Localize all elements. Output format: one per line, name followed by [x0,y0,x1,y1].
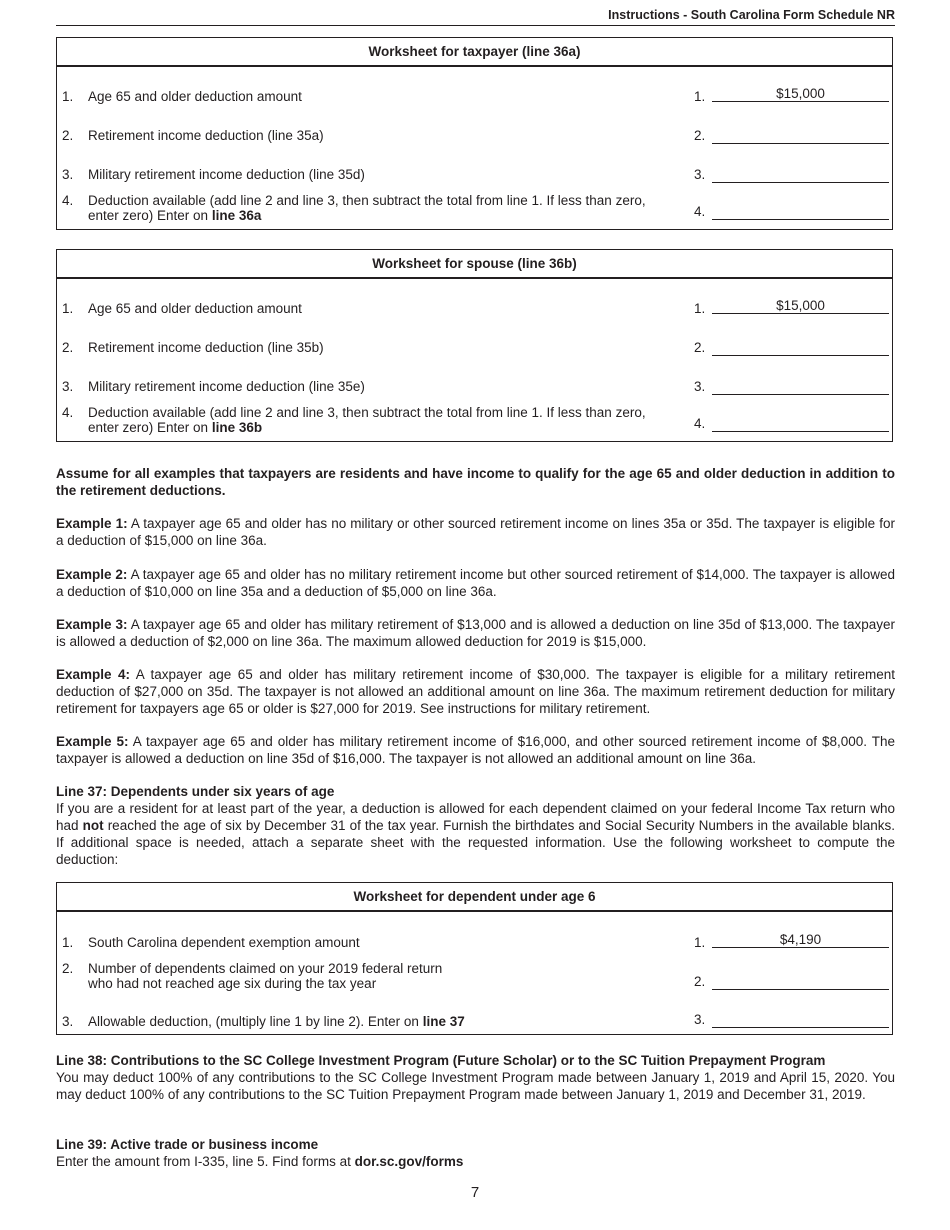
line37-heading: Line 37: Dependents under six years of age [56,784,335,799]
field-value [712,974,889,990]
row-label [88,405,678,435]
header-title: Instructions - South Carolina Form Schedule NR [608,8,895,22]
row-label-bold: line 36b [211,420,263,435]
line37-text-before: If you are a resident for at least part of the year, a deduction is allowed for each dependent claimed on your federal Income Tax return who had [56,801,895,833]
example-label: Example 2: [56,567,128,582]
line37-section [56,783,895,868]
row-label: Age 65 and older deduction amount [88,301,302,316]
row-label-line2: who had not reached age six during the tax year [88,976,377,991]
page-number: 7 [470,1184,480,1201]
row-label: Military retirement income deduction (line 35d) [88,167,365,182]
row-label-text: Deduction available (add line 2 and line 3, then subtract the total from line 1. If less than zero, enter zero) Enter on [88,193,646,223]
line39-text: Enter the amount from I-335, line 5. Find forms at [56,1154,351,1169]
row-number: 4. [62,405,74,420]
field-value [712,167,889,183]
worksheet-taxpayer [56,37,893,230]
row-number: 3. [62,167,74,182]
line38-heading: Line 38: Contributions to the SC College Investment Program (Future Scholar) or to the SC Tuition Prepayment Program [56,1053,826,1068]
row-label [88,193,678,223]
row-number: 2. [62,961,74,976]
example-2 [56,566,895,600]
example-label: Example 4: [56,667,131,682]
worksheet-dependent [56,882,893,1035]
field-number: 3. [694,167,706,182]
worksheet-title: Worksheet for spouse (line 36b) [57,250,892,279]
field-value: $4,190 [712,932,889,948]
field-number: 4. [694,416,706,431]
field-value [712,416,889,432]
row-label [88,1014,678,1029]
field-number: 1. [694,301,706,316]
assume-paragraph [56,465,895,499]
row-label: South Carolina dependent exemption amount [88,935,360,950]
example-text: A taxpayer age 65 and older has military retirement income of $30,000. The taxpayer is eligible for a military retirement deduction of $27,000 on 35d. The taxpayer is not allowed an additional amount on line 36a. The maximum retirement deduction for military retirement for taxpayers age 65 or older is $27,000 for 2019. See instructions for military retirement. [56,667,895,716]
row-label-text: Deduction available (add line 2 and line 3, then subtract the total from line 1. If less than zero, enter zero) Enter on [88,405,646,435]
worksheet-title: Worksheet for taxpayer (line 36a) [57,38,892,67]
field-value: $15,000 [712,298,889,314]
field-number: 2. [694,128,706,143]
example-1 [56,515,895,549]
field-number: 3. [694,379,706,394]
field-value: $15,000 [712,86,889,102]
row-label-bold: line 36a [211,208,262,223]
example-label: Example 3: [56,617,128,632]
example-text: A taxpayer age 65 and older has military retirement income of $16,000, and other sourced retirement income of $8,000. The taxpayer is allowed a deduction on line 35d of $16,000. The taxpayer is not allowed an additional amount on line 36a. [56,734,895,766]
field-number: 1. [694,89,706,104]
row-number: 2. [62,128,74,143]
field-value [712,379,889,395]
forms-link[interactable]: dor.sc.gov/forms [354,1154,464,1169]
line39-heading: Line 39: Active trade or business income [56,1137,319,1152]
row-number: 1. [62,89,74,104]
line39-section [56,1136,895,1170]
row-label-text: Allowable deduction, (multiply line 1 by line 2). Enter on [88,1014,419,1029]
worksheet-title: Worksheet for dependent under age 6 [57,883,892,912]
example-3 [56,616,895,650]
row-number: 1. [62,935,74,950]
row-label: Retirement income deduction (line 35b) [88,340,324,355]
line37-text-after: reached the age of six by December 31 of the tax year. Furnish the birthdates and Social Security Numbers in the available blanks. If additional space is needed, attach a separate sheet with the requested information. Use the following worksheet to compute the deduction: [56,818,895,867]
assume-text: Assume for all examples that taxpayers are residents and have income to qualify for the age 65 and older deduction in addition to the retirement deductions. [56,466,895,498]
field-number: 2. [694,974,706,989]
example-text: A taxpayer age 65 and older has military retirement of $13,000 and is allowed a deduction on line 35d of $13,000. The taxpayer is allowed a deduction of $2,000 on line 36a. The maximum allowed deduction for 2019 is $15,000. [56,617,895,649]
row-label: Military retirement income deduction (line 35e) [88,379,365,394]
example-label: Example 5: [56,734,129,749]
example-4 [56,666,895,717]
row-label-line1: Number of dependents claimed on your 2019 federal return [88,961,443,976]
example-text: A taxpayer age 65 and older has no military retirement income but other sourced retirement of $14,000. The taxpayer is allowed a deduction of $10,000 on line 35a and a deduction of $5,000 on line 36a. [56,567,895,599]
row-number: 2. [62,340,74,355]
line38-section [56,1052,895,1103]
row-number: 1. [62,301,74,316]
example-5 [56,733,895,767]
field-number: 4. [694,204,706,219]
field-value [712,1012,889,1028]
row-label-bold: line 37 [422,1014,465,1029]
row-label [88,961,678,991]
example-text: A taxpayer age 65 and older has no military or other sourced retirement income on lines 35a or 35d. The taxpayer is eligible for a deduction of $15,000 on line 36a. [56,516,895,548]
field-value [712,128,889,144]
row-number: 3. [62,379,74,394]
line37-text-bold: not [82,818,104,833]
worksheet-spouse [56,249,893,442]
field-number: 1. [694,935,706,950]
field-value [712,340,889,356]
line38-text: You may deduct 100% of any contributions to the SC College Investment Program made between January 1, 2019 and April 15, 2020. You may deduct 100% of any contributions to the SC Tuition Prepayment Program made between January 1, 2019 and December 31, 2019. [56,1070,895,1102]
field-value [712,204,889,220]
row-label: Age 65 and older deduction amount [88,89,302,104]
field-number: 3. [694,1012,706,1027]
page-header [56,8,895,26]
example-label: Example 1: [56,516,128,531]
row-number: 4. [62,193,74,208]
row-label: Retirement income deduction (line 35a) [88,128,324,143]
field-number: 2. [694,340,706,355]
row-number: 3. [62,1014,74,1029]
